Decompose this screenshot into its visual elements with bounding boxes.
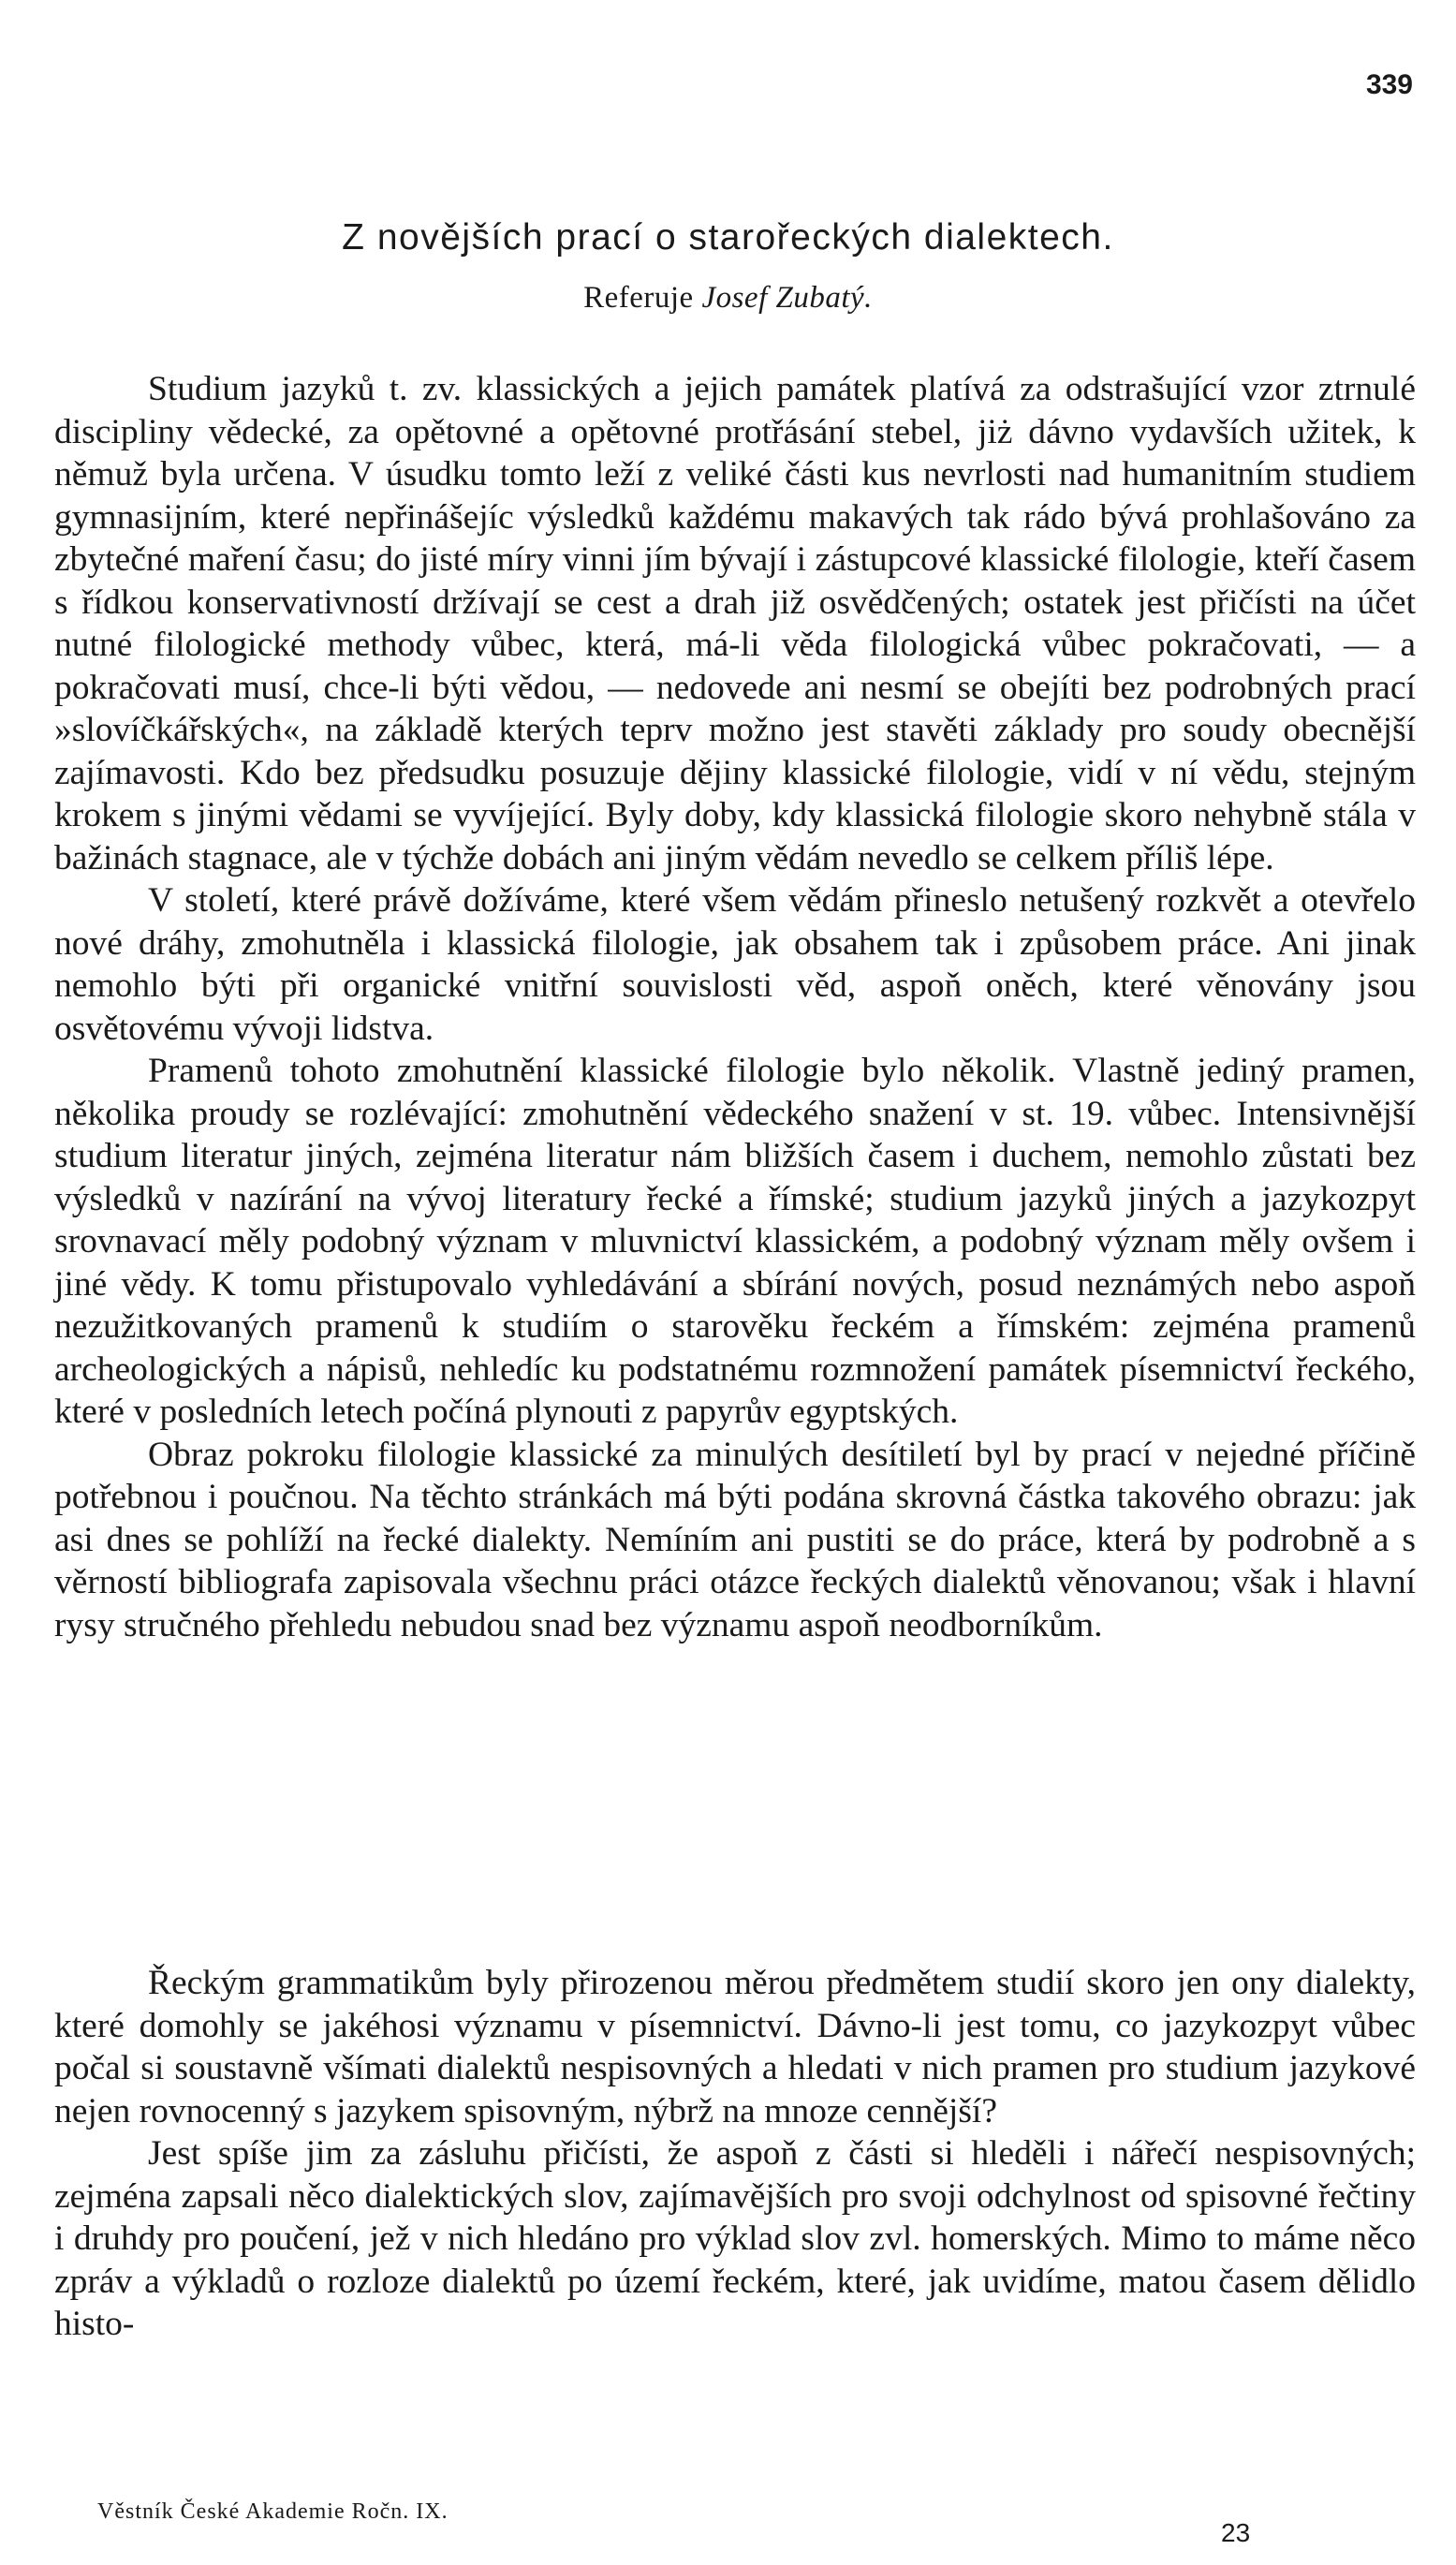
article-body-section-2 xyxy=(54,1962,1416,2346)
author-name: Josef Zubatý. xyxy=(701,281,873,315)
paragraph: Řeckým grammatikům byly přirozenou měrou předmětem studií skoro jen ony dialekty, které domohly se jakéhosi významu v písemnictví. Dávno-li jest tomu, co jazykozpyt vůbec počal si soustavně všímati dialektů nespisovných a hledati v nich pramen pro studium jazykové nejen rovnocenný s jazykem spisovným, nýbrž na mnoze cennější? xyxy=(54,1964,1416,2130)
paragraph: Obraz pokroku filologie klassické za minulých desítiletí byl by prací v nejedné příčině potřebnou i poučnou. Na těchto stránkách má býti podána skrovná částka takového obrazu: jak asi dnes se pohlíží na řecké dialekty. Nemíním ani pustiti se do práce, která by podrobně a s věrností bibliografa zapisovala všechnu práci otázce řeckých dialektů věnovanou; však i hlavní rysy stručného přehledu nebudou snad bez významu aspoň neodborníkům. xyxy=(54,1435,1416,1644)
paragraph: Studium jazyků t. zv. klassických a jejich památek platívá za odstrašující vzor ztrnulé discipliny vědecké, za opětovné a opětovné protřásání stebel, jiż dávno vydavších užitek, k němuž byla určena. V úsudku tomto leží z veliké části kus nevrlosti nad humanitním studiem gymnasijním, které nepřinášejíc výsledků každému makavých tak rádo bývá prohlašováno za zbytečné maření času; do jisté míry vinni jím bývají i zástupcové klassické filologie, kteří časem s řídkou konservativností držívají se cest a drah již osvědčených; ostatek jest přičísti na účet nutné filologické methody vůbec, která, má-li věda filologická vůbec pokračovati, — a pokračovati musí, chce-li býti vědou, — nedovede ani nesmí se obejíti bez podrobných prací »slovíčkářských«, na základě kterých teprv možno jest stavěti základy pro soudy obecnější zajímavosti. Kdo bez předsudku posuzuje dějiny klassické filologie, vidí v ní vědu, stejným krokem s jinými vědami se vyvíjející. Byly doby, kdy klassická filologie skoro nehybně stála v bažinách stagnace, ale v týchže dobách ani jiným vědám nevedlo se celkem příliš lépe. xyxy=(54,370,1416,877)
paragraph: V století, které právě dožíváme, které všem vědám přineslo netušený rozkvět a otevřelo nové dráhy, zmohutněla i klassická filologie, jak obsahem tak i způsobem práce. Ani jinak nemohlo býti při organické vnitřní souvislosti věd, aspoň oněch, které věnovány jsou osvětovému vývoji lidstva. xyxy=(54,881,1416,1048)
page-number: 339 xyxy=(1365,69,1413,100)
paragraph: Jest spíše jim za zásluhu přičísti, že aspoň z části si hleděli i nářečí nespisovných; zejména zapsali něco dialektických slov, zajímavějších pro svoji odchylnost od spisovné řečtiny i druhdy pro poučení, jež v nich hledáno pro výklad slov zvl. homerských. Mimo to máme něco zpráv a výkladů o rozloze dialektů po území řeckém, které, jak uvidíme, matou časem dělidlo histo- xyxy=(54,2134,1416,2343)
byline-prefix: Referuje xyxy=(583,281,694,315)
signature-mark: 23 xyxy=(1221,2518,1251,2547)
byline xyxy=(0,281,1456,316)
paragraph: Pramenů tohoto zmohutnění klassické filologie bylo několik. Vlastně jediný pramen, několika proudy se rozlévající: zmohutnění vědeckého snažení v st. 19. vůbec. Intensivnější studium literatur jiných, zejména literatur nám bližších časem i duchem, nemohlo zůstati bez výsledků v nazírání na vývoj literatury řecké a římské; studium jazyků jiných a jazykozpyt srovnavací měly podobný význam v mluvnictví klassickém, a podobný význam měly ovšem i jiné vědy. K tomu přistupovalo vyhledávání a sbírání nových, posud neznámých nebo aspoň nezužitkovaných pramenů k studiím o starověku řeckém a římském: zejména pramenů archeologických a nápisů, nehledíc ku podstatnému rozmnožení památek písemnictví řeckého, které v posledních letech počíná plynouti z papyrův egyptských. xyxy=(54,1052,1416,1431)
article-title: Z novějších prací o starořeckých dialektech. xyxy=(342,217,1114,258)
journal-footer: Věstník České Akademie Ročn. IX. xyxy=(97,2499,449,2524)
article-body-section-1 xyxy=(54,368,1416,1646)
